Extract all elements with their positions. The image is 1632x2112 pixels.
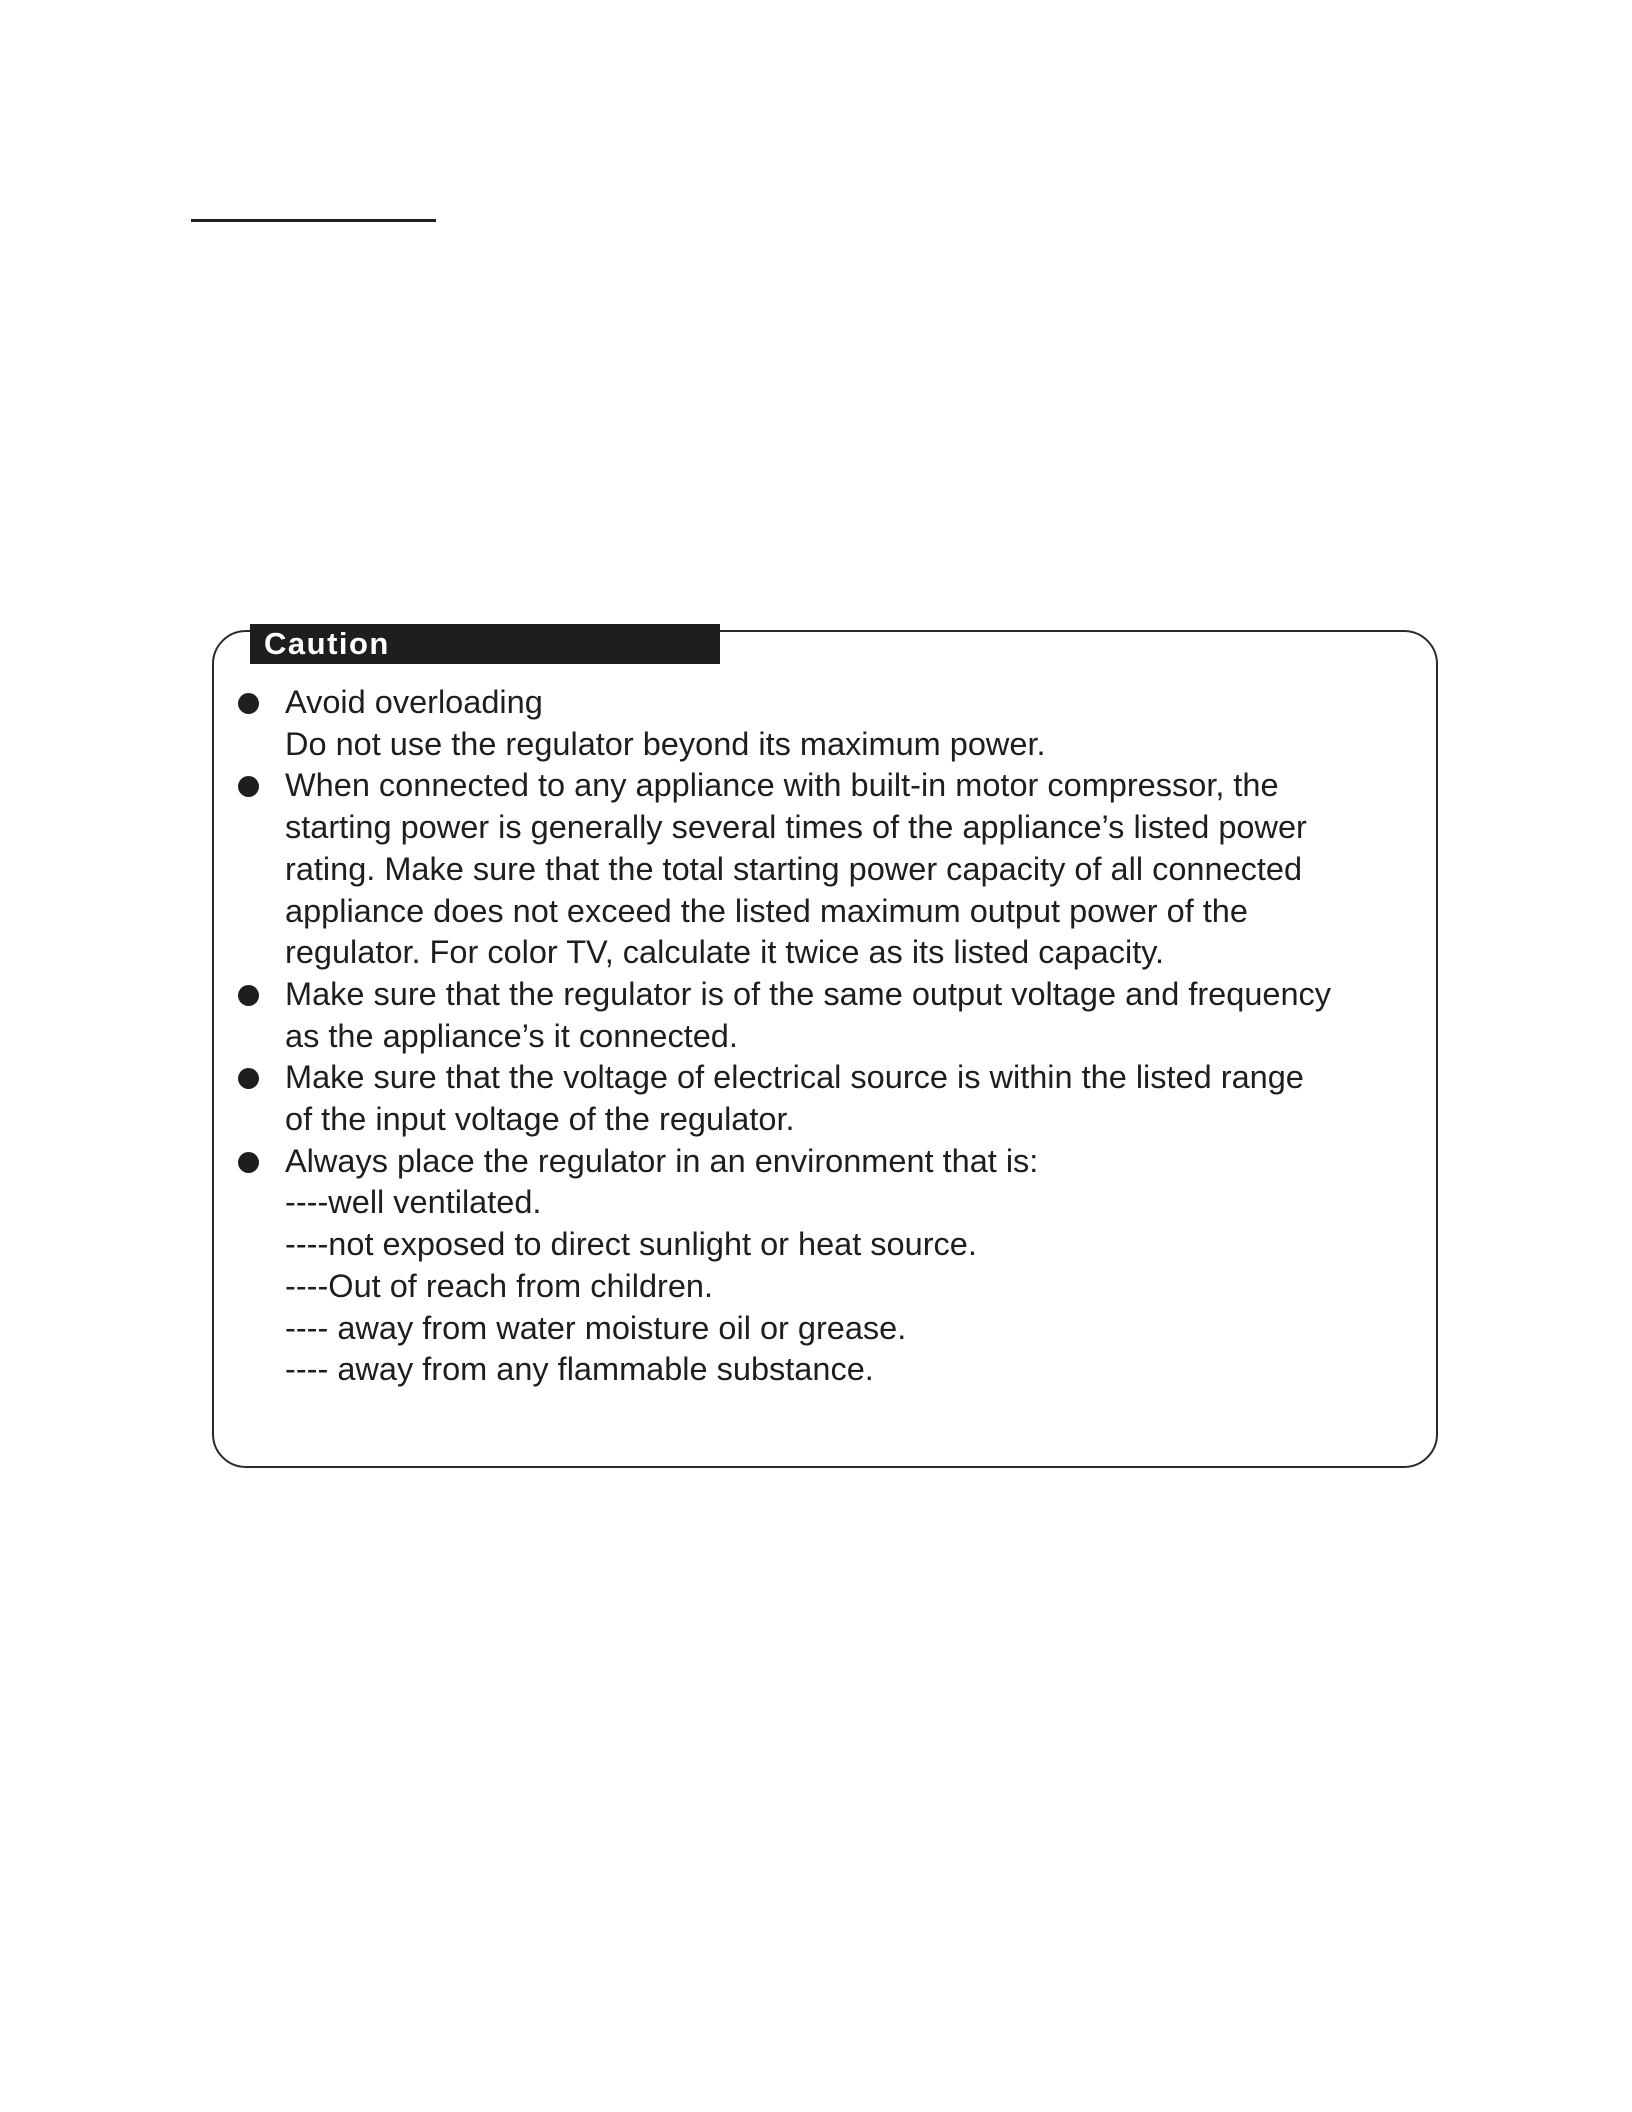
- caution-item-input-voltage: [235, 1057, 1395, 1140]
- bullet-icon: [238, 776, 259, 797]
- caution-line: ---- away from water moisture oil or grease.: [285, 1309, 907, 1346]
- caution-item-output-voltage: [235, 974, 1395, 1057]
- header-rule: [191, 219, 436, 222]
- bullet-icon: [238, 1068, 259, 1089]
- bullet-icon: [238, 693, 259, 714]
- caution-line: starting power is generally several times of the appliance’s listed power: [285, 809, 1307, 846]
- caution-line: Make sure that the voltage of electrical source is within the listed range: [285, 1059, 1304, 1096]
- caution-line: of the input voltage of the regulator.: [285, 1101, 795, 1138]
- caution-list: [235, 682, 1395, 1391]
- bullet-icon: [238, 985, 259, 1006]
- caution-line: as the appliance’s it connected.: [285, 1017, 738, 1054]
- caution-line: regulator. For color TV, calculate it twice as its listed capacity.: [285, 934, 1165, 971]
- caution-item-motor-compressor: [235, 765, 1395, 974]
- caution-line: ----Out of reach from children.: [285, 1267, 714, 1304]
- bullet-icon: [238, 1152, 259, 1173]
- caution-item-overloading: [235, 682, 1395, 765]
- caution-line: Make sure that the regulator is of the same output voltage and frequency: [285, 975, 1332, 1012]
- caution-item-environment: [235, 1141, 1395, 1391]
- caution-line: ---- away from any flammable substance.: [285, 1351, 874, 1388]
- caution-line: Avoid overloading: [285, 684, 543, 720]
- caution-line: When connected to any appliance with built-in motor compressor, the: [285, 767, 1279, 804]
- caution-line: ----well ventilated.: [285, 1184, 542, 1221]
- caution-label: Caution: [250, 624, 720, 664]
- caution-line: appliance does not exceed the listed maximum output power of the: [285, 892, 1248, 929]
- caution-line: Do not use the regulator beyond its maximum power.: [285, 725, 1046, 762]
- caution-line: Always place the regulator in an environment that is:: [285, 1142, 1039, 1179]
- caution-line: rating. Make sure that the total starting power capacity of all connected: [285, 850, 1303, 887]
- caution-line: ----not exposed to direct sunlight or heat source.: [285, 1226, 977, 1263]
